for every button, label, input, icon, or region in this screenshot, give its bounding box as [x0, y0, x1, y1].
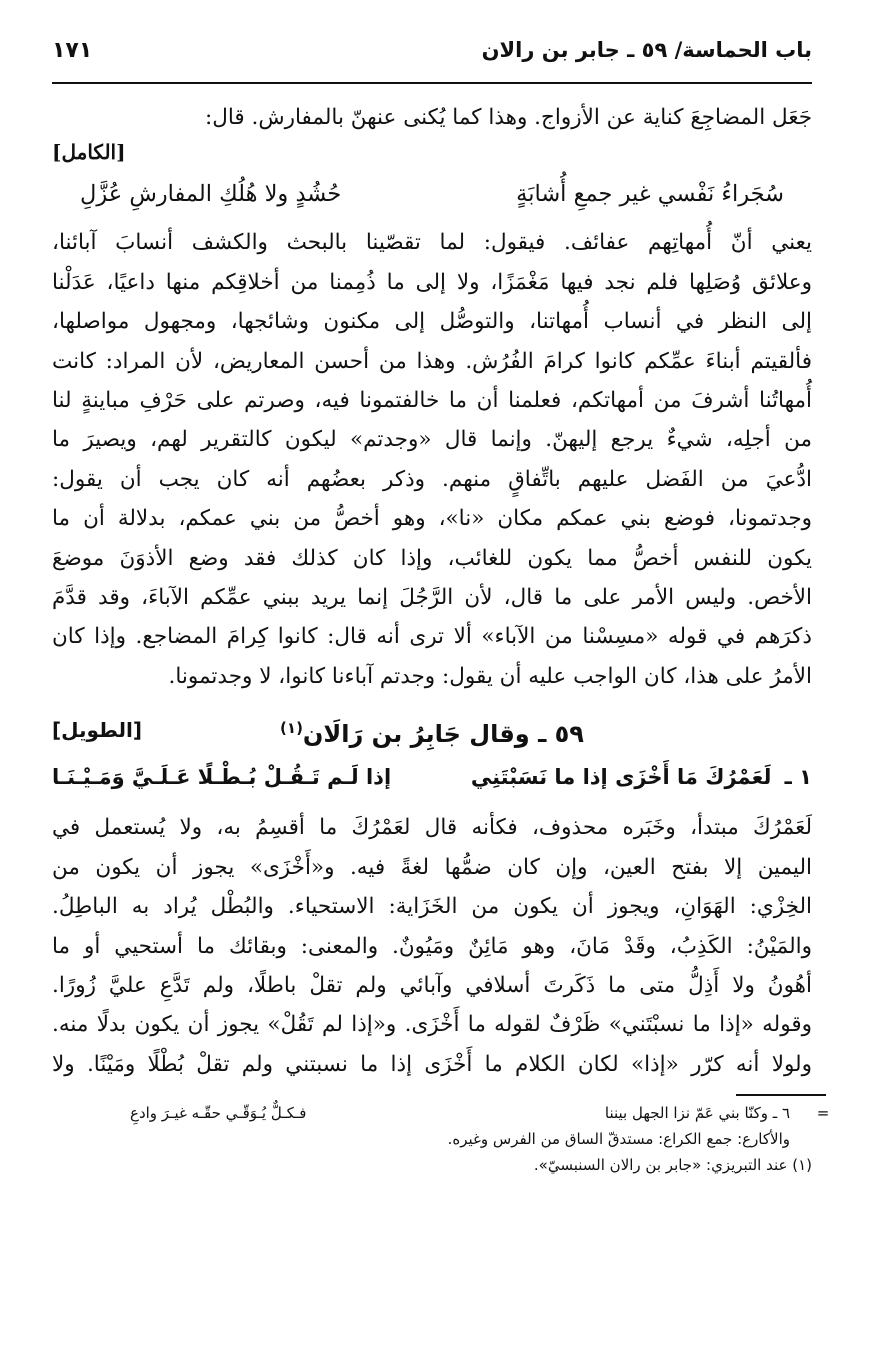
footnotes	[52, 1100, 830, 1178]
explanation-paragraph	[52, 223, 812, 696]
paragraph-line: إلى النظر في أنساب أُمهاتنا، والتوصُّل إلى مكنون وشائجها، ومجهول مواصلها،	[52, 309, 812, 335]
meter-tag-kamil: [الكامل]	[52, 140, 126, 165]
verse-first-hemistich	[471, 754, 812, 800]
quoted-verse	[80, 171, 784, 217]
commentary-line: ولولا أنه كرّر «إذا» لكان الكلام ما أَخْزَى إذا ما نسبتني ولم تقلْ بُطْلًا ومَيْنًا. ولا	[52, 1051, 812, 1077]
footnote-verse-number: ٦ ـ	[772, 1104, 790, 1123]
verse-second-hemistich: حُشُدٍ ولا هُلُكِ المفارشِ عُزَّلِ	[80, 181, 342, 208]
header-title: باب الحماسة/ ٥٩ ـ جابر بن رالان	[481, 38, 812, 62]
section-heading	[52, 702, 812, 754]
verse-number: ١ ـ	[784, 765, 812, 790]
body-text	[52, 98, 812, 696]
paragraph-line: فألقيتم أبناءَ عمِّكم كانوا كرامَ الفُرُش. وهذا من أحسن المعاريض، لأن المراد: كانت	[52, 348, 812, 374]
commentary-line: الخِزْي: الهَوَانِ، ويجوز أن يكون من الخَزَاية: الاستحياء. والبُطْل يُراد به الباطِلُ.	[52, 894, 812, 920]
paragraph-line: أُمهاتُنا أشرفَ من أمهاتكم، فعلمنا أن ما خالفتمونا فيه، وصرتم على حَرْفِ مباينةٍ لنا	[52, 388, 812, 414]
footnote-ref: (١)	[280, 719, 303, 738]
footnote-gloss: والأكارع: جمع الكراع: مستدقّ الساق من الفرس وغيره.	[447, 1130, 790, 1149]
commentary-line: وقوله «إذا ما نسبْتَني» ظَرْفٌ لقوله ما أَخْزَى. و«إذا لم تَقُلْ» يجوز أن يكون بدلًا منه.	[52, 1012, 812, 1038]
main-verse	[52, 754, 812, 800]
section-title: ٥٩ ـ وقال جَابِرُ بن رَالَان	[302, 720, 584, 749]
commentary-line: اليمين إلا بفتح العين، وإن كان ضمُّها لغةً فيه. و«أَخْزَى» يجوز أن يكون من	[52, 854, 812, 880]
paragraph-line: من أجلِه، شيءٌ يرجع إليهنّ. وإنما قال «وجدتم» ليكون كالتقرير لهم، ويصيرَ ما	[52, 427, 812, 453]
footnote-verse-second: فـكـلٌّ يُـوَقّـي حقّـه غيـرَ وادعِ	[130, 1104, 307, 1123]
paragraph-line: ذكرَهم في قوله «مسِسْنا من الآباء» ألا ترى أنه قال: كانوا كِرامَ المضاجع. وإذا كان	[52, 624, 812, 650]
commentary-line: لَعَمْرُكَ مبتدأ، وخَبَره محذوف، فكأنه قال لعَمْرُكَ ما أقسِمُ به، ولا يُستعمل في	[52, 815, 812, 841]
running-header	[52, 38, 812, 84]
paragraph-line: يعني أنّ أُمهاتِهم عفائف. فيقول: لما تقصّينا بالبحث والكشف أنسابَ آبائنا،	[52, 230, 812, 256]
hemistich-text: وكنّا بني عَمّ نزا الجهل بيننا	[604, 1104, 768, 1123]
paragraph-line: الأخص. وليس الأمر على ما قال، لأن الرَّجُلَ إنما يريد ببني عمِّكم الآباءَ، وقد قدَّمَ	[52, 585, 812, 611]
page-number: ١٧١	[52, 38, 93, 63]
continuation-mark: =	[816, 1104, 830, 1123]
footnote-divider	[736, 1094, 826, 1096]
meter-tag-tawil: [الطويل]	[52, 718, 143, 743]
commentary-line: أهُونُ ولا أَذِلُّ متى ما ذَكَرتَ أسلافي وآبائي ولم تقلْ باطلًا، ولم تَدَّعِ عليَّ زُورًا.	[52, 972, 812, 998]
footnote-1: (١) عند التبريزي: «جابر بن رالان السنبسيّ».	[533, 1156, 812, 1175]
footnote-verse-line	[52, 1100, 830, 1126]
hemistich-text: لَعَمْرُكَ مَا أَخْزَى إذا ما نَسَبْتَنِي	[470, 765, 772, 790]
commentary	[52, 808, 812, 1084]
commentary-line: والمَيْنُ: الكَذِبُ، وقَدْ مَانَ، وهو مَائِنٌ ومَيُونٌ. والمعنى: وبقائك ما أستحيي أو ما	[52, 933, 812, 959]
verse-second-hemistich: إذا لَـم تَـقُـلْ بُـطْـلًا عَـلَـيَّ وَمَـيْـنَـا	[52, 765, 392, 790]
paragraph-line: ادُّعيَ من الفَضل عليهم باتِّفاقٍ منهم. وذكر بعضُهم أنه كان يجب أن يقول:	[52, 466, 812, 492]
paragraph-line: وعلائق وُصَلِها فلم نجد فيها مَغْمَزًا، ولا إلى ما ذُمِمنا من أخلاقِكم منها داعيًا، عَدَلْنا	[52, 269, 812, 295]
footnote-verse-first	[605, 1100, 790, 1126]
paragraph-line: وجدتمونا، فوضع بني عمكم مكان «نا»، وهو أخصُّ من بني عمكم، بدلالة أن ما	[52, 506, 812, 532]
verse-first-hemistich: سُجَراءُ نَفْسي غير جمعِ أُشابَةٍ	[516, 181, 784, 208]
intro-line: جَعَل المضاجِعَ كناية عن الأزواج. وهذا كما يُكنى عنهنّ بالمفارش. قال:	[205, 105, 812, 130]
paragraph-line: الأمرُ على هذا، كان الواجب عليه أن يقول: وجدتم آباءنا كانوا، لا وجدتمونا.	[168, 663, 812, 689]
book-page	[52, 38, 830, 1338]
paragraph-line: يكون للنفس أخصُّ مما يكون للغائب، وإذا كان كذلك فقد وضع الأذوَنَ موضعَ	[52, 545, 812, 571]
